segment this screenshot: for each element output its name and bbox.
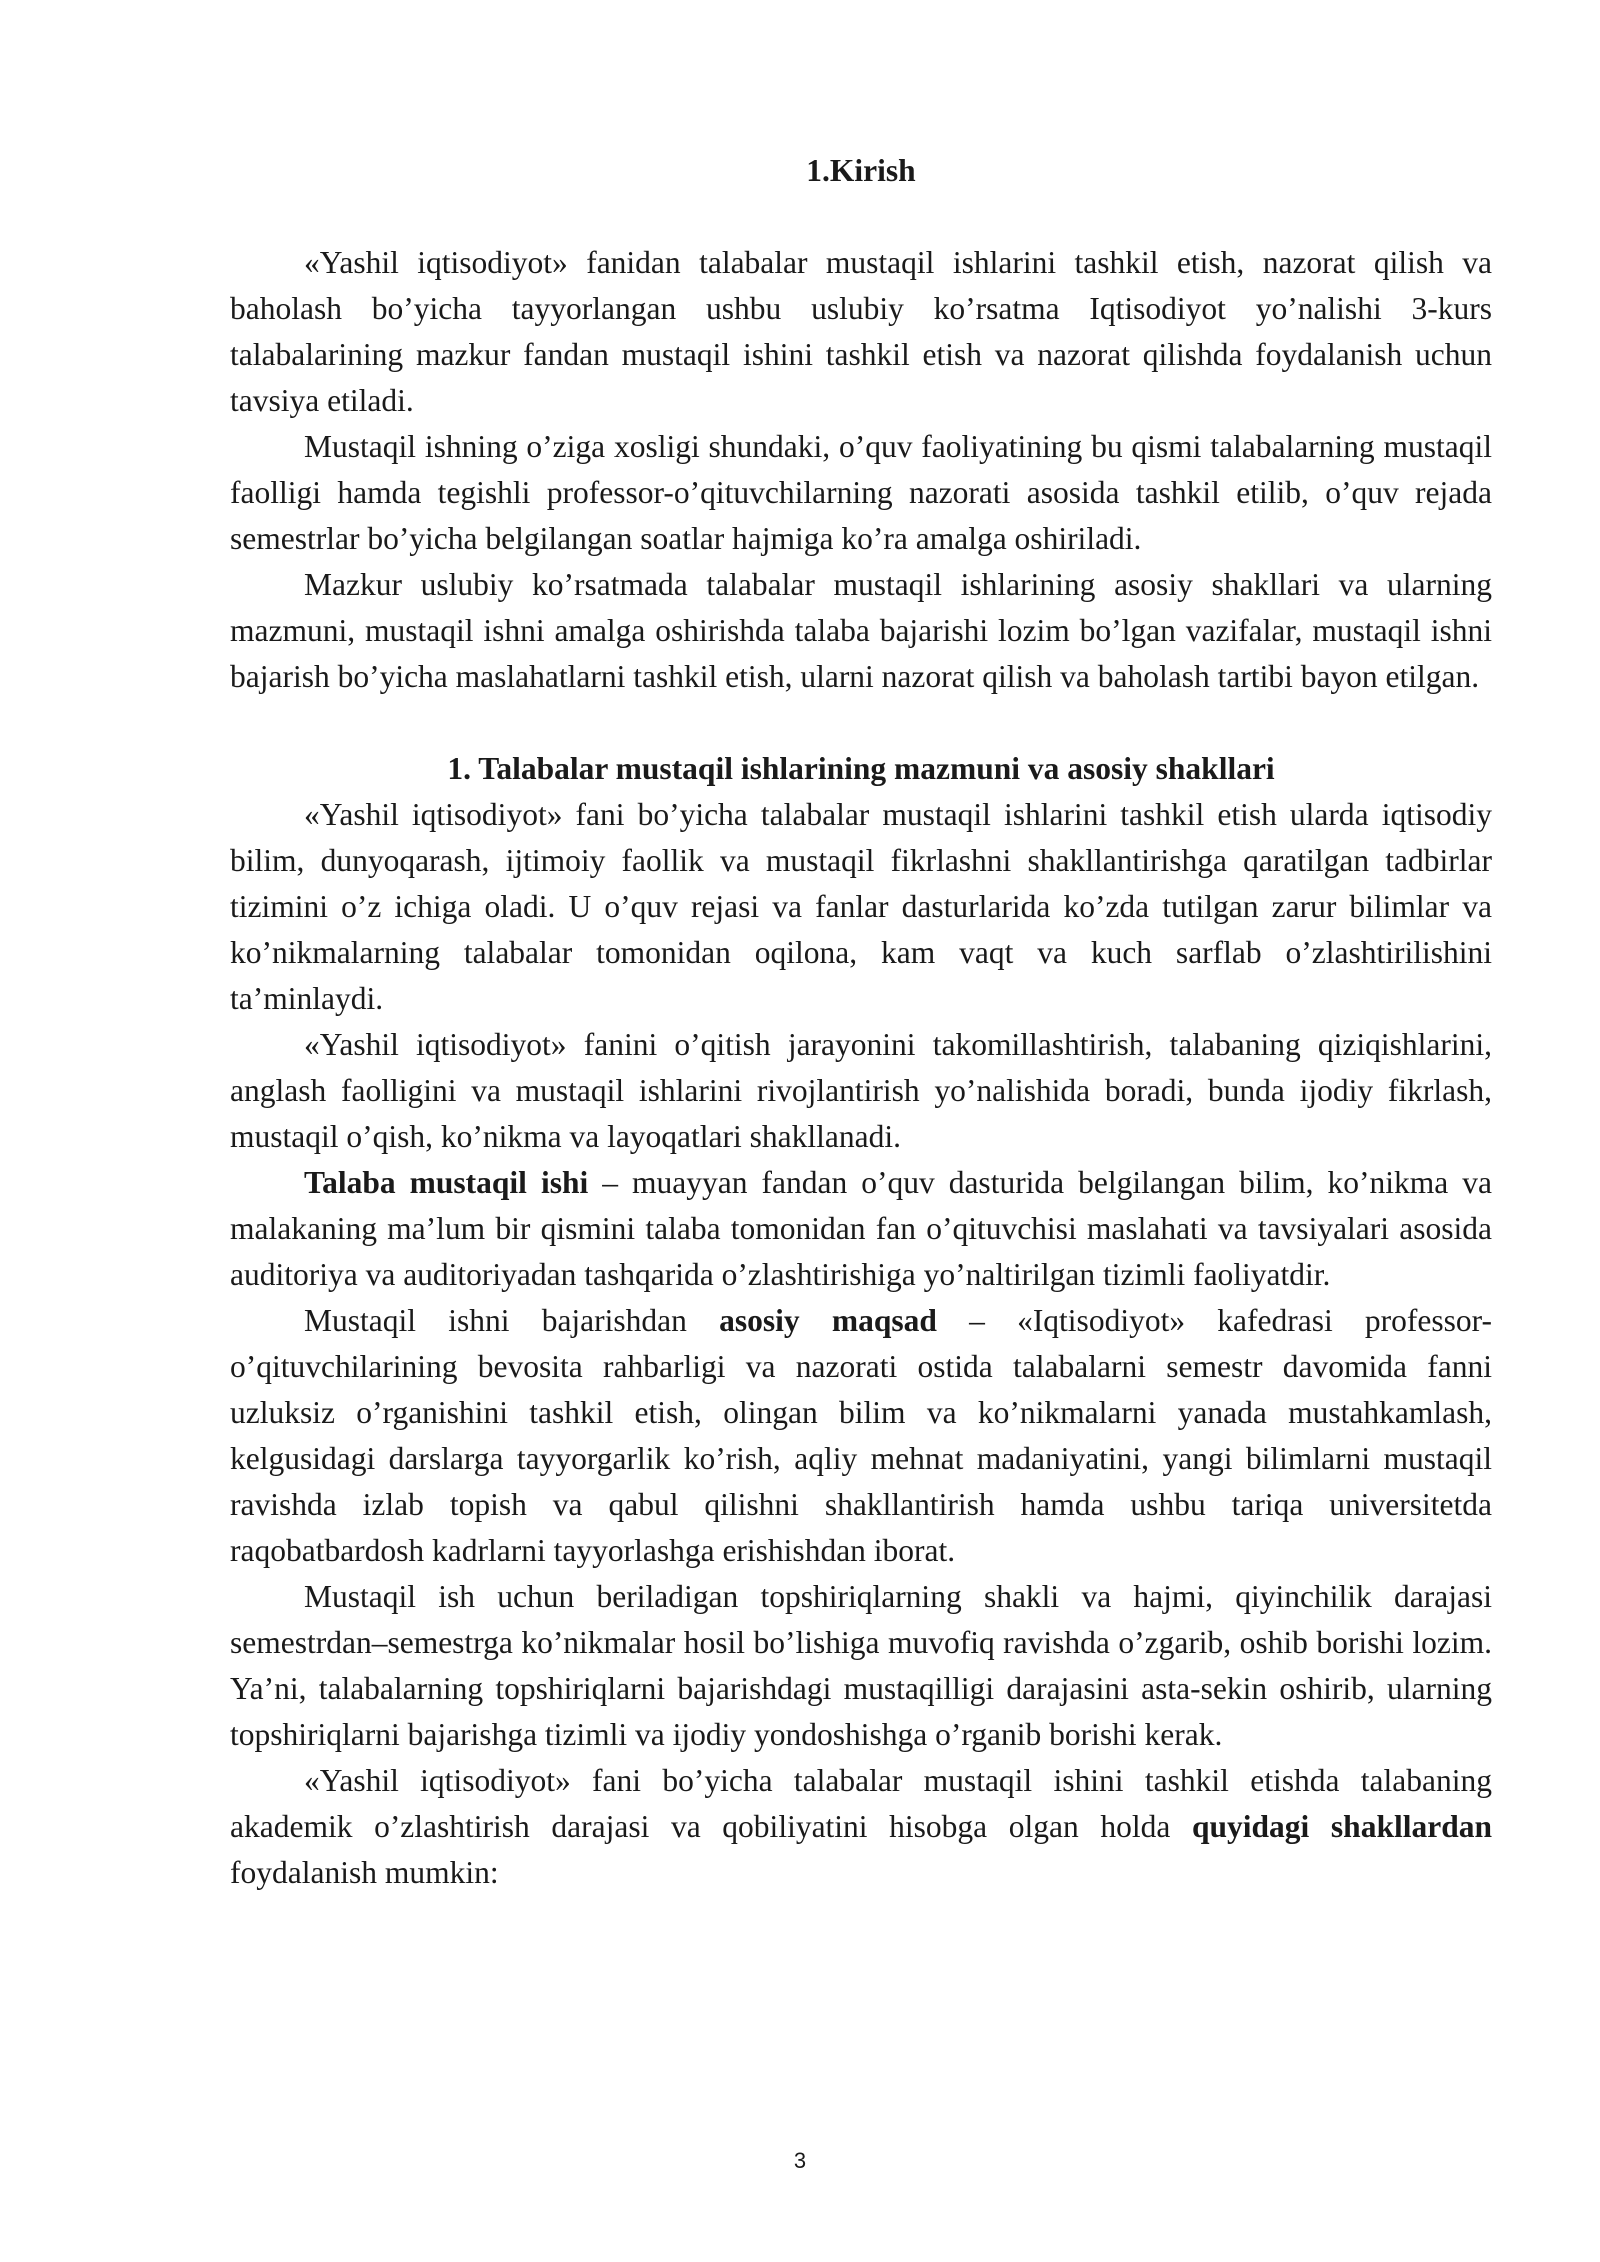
section1-paragraph-2: «Yashil iqtisodiyot» fanini o’qitish jarayonini takomillashtirish, talabaning qiziqishlarini, anglash faolligini va mustaqil ishlarini rivojlantirish yo’nalishida boradi, bunda ijodiy fikrlash, mustaqil o’qish, ko’nikma va layoqatlari shakllanadi. xyxy=(230,1027,1492,1154)
paragraph-6-lead: «Yashil iqtisodiyot» fani bo’yicha talabalar mustaqil ishini tashkil etishda talabaning akademik o’zlashtirish darajasi va qobiliyatini hisobga olgan holda xyxy=(230,1763,1492,1844)
intro-paragraph-3: Mazkur uslubiy ko’rsatmada talabalar mustaqil ishlarining asosiy shakllari va ularning mazmuni, mustaqil ishni amalga oshirishda talaba bajarishi lozim bo’lgan vazifalar, mustaqil ishni bajarish bo’yicha maslahatlarni tashkil etish, ularni nazorat qilish va baholash tartibi bayon etilgan. xyxy=(230,567,1492,694)
term-talaba-mustaqil-ishi: Talaba mustaqil ishi xyxy=(304,1165,589,1200)
paragraph-6-text: foydalanish mumkin: xyxy=(230,1855,499,1890)
section1-paragraph-1: «Yashil iqtisodiyot» fani bo’yicha talabalar mustaqil ishlarini tashkil etish ularda iqtisodiy bilim, dunyoqarash, ijtimoiy faollik va mustaqil fikrlashni shakllantirishga qaratilgan tadbirlar tizimini o’z ichiga oladi. U o’quv rejasi va fanlar dasturlarida ko’zda tutilgan zarur bilimlar va ko’nikmalarning talabalar tomonidan oqilona, kam vaqt va kuch sarflab o’zlashtirilishini ta’minlaydi. xyxy=(230,797,1492,1016)
intro-paragraph-1: «Yashil iqtisodiyot» fanidan talabalar mustaqil ishlarini tashkil etish, nazorat qilish va baholash bo’yicha tayyorlangan ushbu uslubiy ko’rsatma Iqtisodiyot yo’nalishi 3-kurs talabalarining mazkur fandan mustaqil ishini tashkil etish va nazorat qilishda foydalanish uchun tavsiya etiladi. xyxy=(230,245,1492,418)
paragraph-4-lead: Mustaqil ishni bajarishdan xyxy=(304,1303,720,1338)
section1-paragraph-5: Mustaqil ish uchun beriladigan topshiriqlarning shakli va hajmi, qiyinchilik darajasi semestrdan–semestrga ko’nikmalar hosil bo’lishiga muvofiq ravishda o’zgarib, oshib borishi lozim. Ya’ni, talabalarning topshiriqlarni bajarishdagi mustaqilligi darajasini asta-sekin oshirib, ularning topshiriqlarni bajarishga tizimli va ijodiy yondoshishga o’rganib borishi kerak. xyxy=(230,1579,1492,1752)
heading-section-1: 1. Talabalar mustaqil ishlarining mazmuni va asosiy shakllari xyxy=(447,751,1275,786)
intro-paragraph-2: Mustaqil ishning o’ziga xosligi shundaki, o’quv faoliyatining bu qismi talabalarning mustaqil faolligi hamda tegishli professor-o’qituvchilarning nazorati asosida tashkil etilib, o’quv rejada semestrlar bo’yicha belgilangan soatlar hajmiga ko’ra amalga oshiriladi. xyxy=(230,429,1492,556)
heading-intro: 1.Kirish xyxy=(806,153,916,188)
section1-paragraph-3 xyxy=(230,1160,1492,1298)
term-asosiy-maqsad: asosiy maqsad xyxy=(719,1303,937,1338)
term-quyidagi-shakllardan: quyidagi shakllardan xyxy=(1191,1809,1492,1844)
paragraph-4-text: – «Iqtisodiyot» kafedrasi professor-o’qituvchilarining bevosita rahbarligi va nazorati ostida talabalarni semestr davomida fanni uzluksiz o’rganishini tashkil etish, olingan bilim va ko’nikmalarni yanada mustahkamlash, kelgusidagi darslarga tayyorgarlik ko’rish, aqliy mehnat madaniyatini, yangi bilimlarni mustaqil ravishda izlab topish va qabul qilishni shakllantirish hamda ushbu tariqa universitetda raqobatbardosh kadrlarni tayyorlashga erishishdan iborat. xyxy=(230,1303,1493,1568)
page-number: 3 xyxy=(793,2148,807,2173)
section1-paragraph-4 xyxy=(230,1298,1492,1574)
section1-paragraph-6 xyxy=(230,1758,1492,1896)
paragraph-3-text: – muayyan fandan o’quv dasturida belgilangan bilim, ko’nikma va malakaning ma’lum bir qismini talaba tomonidan fan o’qituvchisi maslahati va tavsiyalari asosida auditoriya va auditoriyadan tashqarida o’zlashtirishiga yo’naltirilgan tizimli faoliyatdir. xyxy=(230,1165,1493,1292)
page-content xyxy=(230,148,1492,1896)
